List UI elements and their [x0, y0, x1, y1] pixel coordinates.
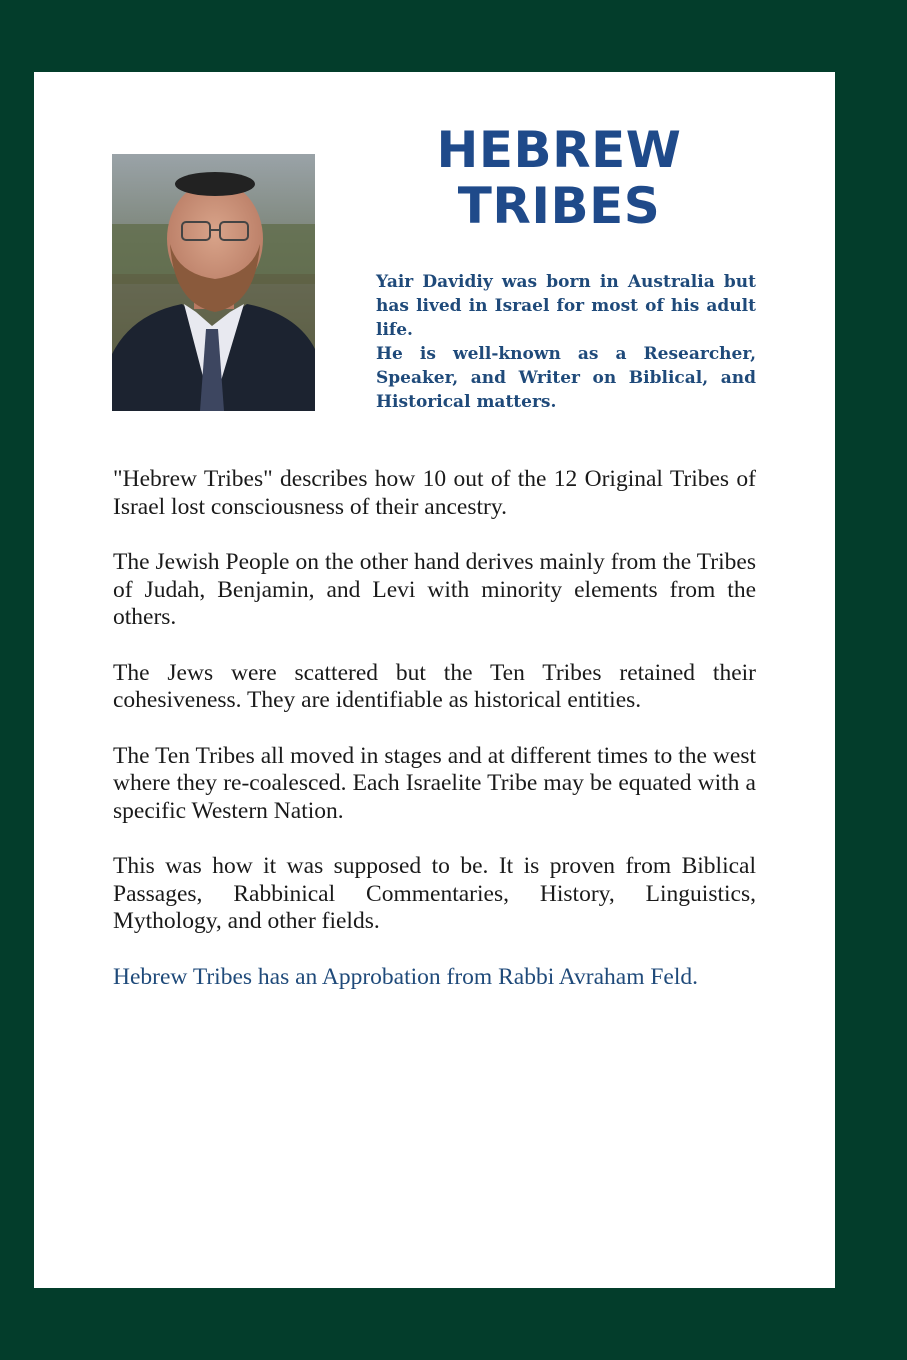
- author-photo-image: [112, 154, 315, 411]
- description-paragraph-2: The Jewish People on the other hand derives mainly from the Tribes of Judah, Benjamin, and Levi with minority elements from the others.: [113, 549, 756, 630]
- approbation-note: Hebrew Tribes has an Approbation from Rabbi Avraham Feld.: [113, 963, 699, 990]
- bio-paragraph-1: Yair Davidiy was born in Australia but has lived in Israel for most of his adult life.: [376, 272, 756, 340]
- author-photo: [112, 154, 315, 411]
- bio-paragraph-2: He is well-known as a Researcher, Speaker, and Writer on Biblical, and Historical matters.: [376, 344, 756, 412]
- title-line-2: TRIBES: [457, 177, 661, 235]
- title-line-1: HEBREW: [436, 121, 682, 179]
- description-paragraph-3: The Jews were scattered but the Ten Tribes retained their cohesiveness. They are identifiable as historical entities.: [113, 659, 756, 713]
- book-title: [364, 122, 754, 234]
- back-cover-panel: [34, 72, 835, 1288]
- author-bio: [376, 270, 756, 414]
- description-paragraph-4: The Ten Tribes all moved in stages and at different times to the west where they re-coalesced. Each Israelite Tribe may be equated with a specific Western Nation.: [113, 742, 756, 824]
- description-paragraph-5: This was how it was supposed to be. It is proven from Biblical Passages, Rabbinical Commentaries, History, Linguistics, Mythology, and other fields.: [113, 853, 756, 934]
- description-paragraph-1: "Hebrew Tribes" describes how 10 out of the 12 Original Tribes of Israel lost consciousness of their ancestry.: [113, 466, 756, 520]
- book-description: [113, 466, 756, 1019]
